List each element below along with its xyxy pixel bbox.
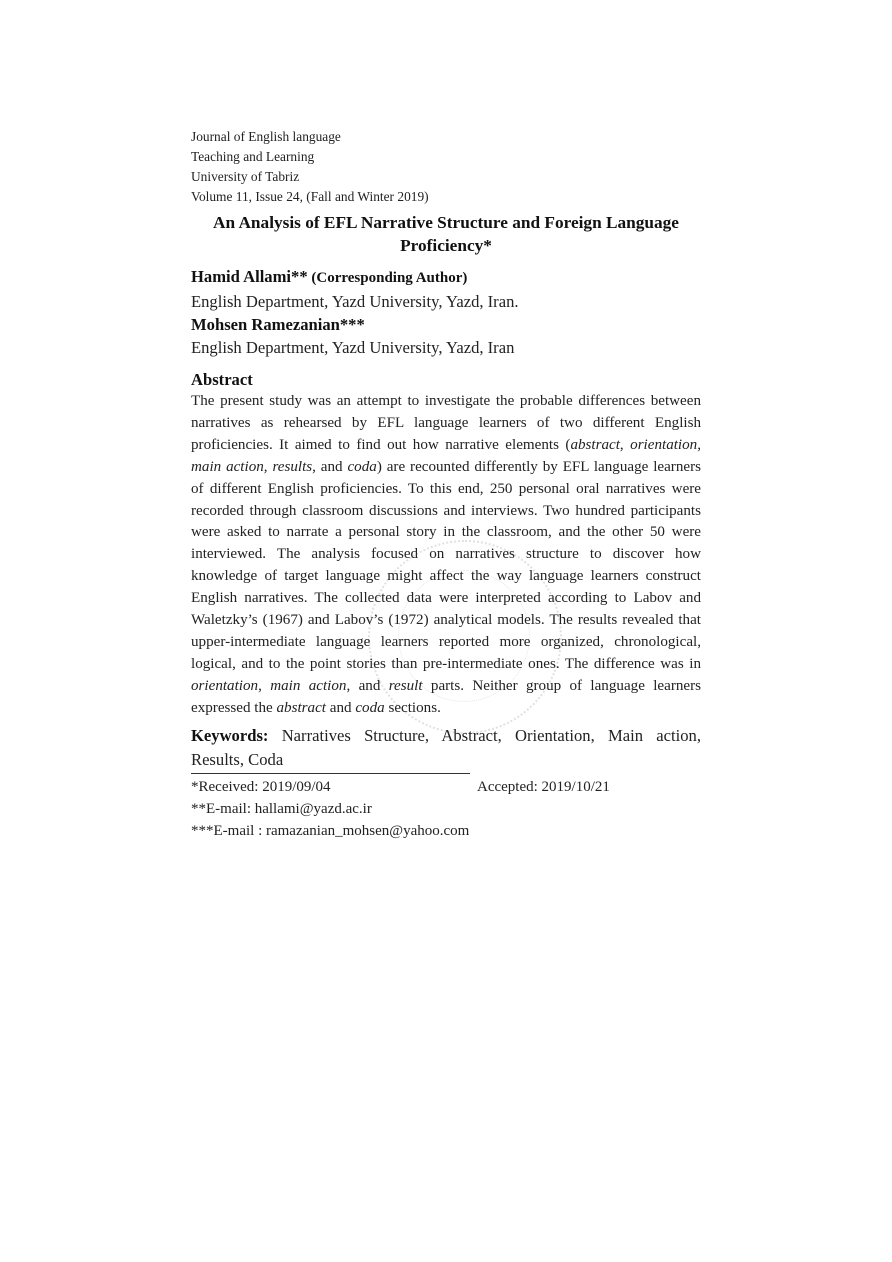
abstract-segment: parts. Neither group of language learners expressed the bbox=[191, 677, 702, 716]
journal-volume-issue: Volume 11, Issue 24, (Fall and Winter 2019) bbox=[191, 189, 429, 204]
accepted-date: Accepted: 2019/10/21 bbox=[477, 778, 610, 795]
author-1-email: **E-mail: hallami@yazd.ac.ir bbox=[191, 800, 372, 817]
term-result: result bbox=[388, 677, 423, 694]
author-2-affiliation: English Department, Yazd University, Yazd, Iran bbox=[191, 338, 515, 357]
abstract-segment: , bbox=[697, 436, 702, 453]
abstract-segment: , bbox=[258, 677, 271, 694]
journal-header bbox=[191, 127, 701, 207]
term-abstract: abstract bbox=[570, 436, 620, 453]
author-block bbox=[191, 265, 701, 359]
abstract-segment: , bbox=[263, 458, 273, 475]
abstract-text bbox=[191, 391, 701, 720]
term-abstract: abstract bbox=[276, 699, 326, 716]
dates-row bbox=[191, 776, 701, 798]
corresponding-author-note: (Corresponding Author) bbox=[307, 270, 468, 286]
journal-name-line2: Teaching and Learning bbox=[191, 149, 315, 164]
author-2-name: Mohsen Ramezanian*** bbox=[191, 315, 365, 334]
term-main-action: main action bbox=[191, 458, 264, 475]
abstract-segment: The present study was an attempt to investigate the probable differences between narratives as rehearsed by EFL language learners of two different English proficiencies. It aimed to find out how narrative elements ( bbox=[191, 393, 701, 453]
keywords-label: Keywords: bbox=[191, 725, 269, 745]
term-orientation: orientation bbox=[630, 436, 698, 453]
abstract-segment: sections. bbox=[384, 699, 441, 716]
author-1-affiliation: English Department, Yazd University, Yazd, Iran. bbox=[191, 292, 519, 311]
term-orientation: orientation bbox=[191, 677, 259, 694]
keywords bbox=[191, 724, 701, 772]
received-date: *Received: 2019/09/04 bbox=[191, 778, 331, 795]
term-coda: coda bbox=[347, 458, 377, 475]
abstract-segment: and bbox=[325, 699, 356, 716]
abstract-segment: , bbox=[619, 436, 631, 453]
author-1-name: Hamid Allami** bbox=[191, 267, 308, 286]
term-coda: coda bbox=[355, 699, 385, 716]
abstract-segment: ) are recounted differently by EFL language learners of different English proficiencies. To this end, 250 personal oral narratives were recorded through classroom discussions and interviews. Two hundred participants were asked to narrate a personal story in the classroom, and the other 50 were interviewed. The analysis focused on narratives structure to discover how knowledge of target language might affect the way language learners construct English narratives. The collected data were interpreted according to Labov and Waletzky’s (1967) and Labov’s (1972) analytical models. The results revealed that upper-intermediate language learners reported more organized, chronological, logical, and to the point stories than pre-intermediate ones. The difference was in bbox=[191, 458, 701, 672]
author-1 bbox=[191, 265, 701, 290]
term-results: results bbox=[272, 458, 313, 475]
footnote-divider bbox=[191, 773, 470, 774]
abstract-segment: , and bbox=[312, 458, 348, 475]
abstract-heading: Abstract bbox=[191, 370, 253, 389]
author-2-email: ***E-mail : ramazanian_mohsen@yahoo.com bbox=[191, 822, 470, 839]
abstract-segment: , and bbox=[346, 677, 389, 694]
paper-title: An Analysis of EFL Narrative Structure and Foreign Language Proficiency* bbox=[213, 213, 679, 255]
paper-first-page bbox=[191, 127, 701, 842]
keywords-list: Narratives Structure, Abstract, Orientation, Main action, Results, Coda bbox=[191, 725, 701, 769]
journal-name-line1: Journal of English language bbox=[191, 129, 341, 144]
footnotes bbox=[191, 776, 701, 842]
journal-university: University of Tabriz bbox=[191, 169, 300, 184]
term-main-action: main action bbox=[270, 677, 347, 694]
